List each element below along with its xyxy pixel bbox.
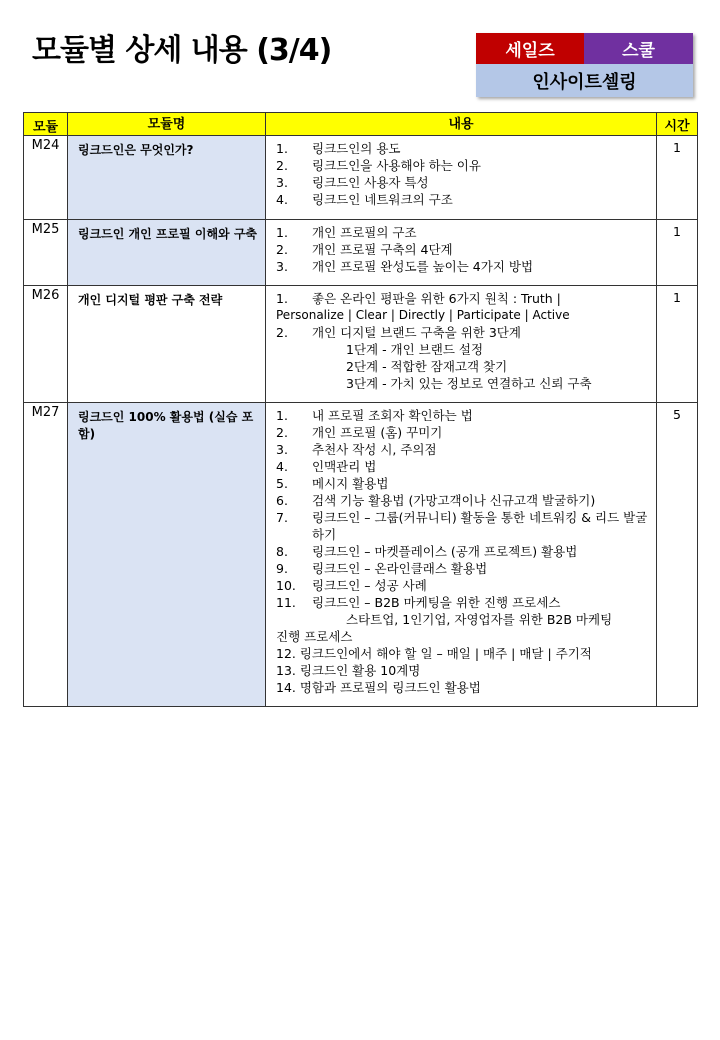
page-title: 모듈별 상세 내용 (3/4) bbox=[32, 33, 332, 68]
list-item-continuation: Personalize | Clear | Directly | Participate | Active bbox=[276, 308, 570, 322]
list-item: 2. 개인 프로필 구축의 4단계 bbox=[276, 242, 453, 257]
list-item: 14. 명함과 프로필의 링크드인 활용법 bbox=[276, 680, 481, 695]
list-item: 11. 링크드인 – B2B 마케팅을 위한 진행 프로세스 bbox=[276, 595, 561, 610]
header-module-name: 모듈명 bbox=[68, 113, 266, 136]
module-content bbox=[266, 220, 657, 286]
table-row bbox=[24, 136, 698, 220]
module-id: M26 bbox=[24, 286, 68, 403]
list-item: 5. 메시지 활용법 bbox=[276, 476, 389, 491]
header-content: 내용 bbox=[266, 113, 657, 136]
list-item: 3. 개인 프로필 완성도를 높이는 4가지 방법 bbox=[276, 259, 534, 274]
list-item: 3. 링크드인 사용자 특성 bbox=[276, 175, 429, 190]
module-hours: 1 bbox=[657, 286, 698, 403]
list-item: 12. 링크드인에서 해야 할 일 – 매일 | 매주 | 매달 | 주기적 bbox=[276, 646, 592, 661]
module-hours: 1 bbox=[657, 220, 698, 286]
module-id: M24 bbox=[24, 136, 68, 220]
module-hours: 1 bbox=[657, 136, 698, 220]
list-item: 4. 링크드인 네트워크의 구조 bbox=[276, 192, 453, 207]
list-item: 8. 링크드인 – 마켓플레이스 (공개 프로젝트) 활용법 bbox=[276, 544, 578, 559]
table-row bbox=[24, 220, 698, 286]
header-module: 모듈 bbox=[24, 113, 68, 136]
list-item: 7. 링크드인 – 그룹(커뮤니티) 활동을 통한 네트워킹 & 리드 발굴하기 bbox=[276, 510, 648, 542]
module-hours: 5 bbox=[657, 403, 698, 707]
module-content bbox=[266, 403, 657, 707]
list-item: 1. 링크드인의 용도 bbox=[276, 141, 401, 156]
badge-school: 스쿨 bbox=[584, 33, 693, 64]
list-item: 10. 링크드인 – 성공 사례 bbox=[276, 578, 427, 593]
sub-item: 스타트업, 1인기업, 자영업자를 위한 B2B 마케팅 bbox=[346, 612, 613, 627]
header-hours: 시간 bbox=[657, 113, 698, 136]
list-item: 1. 내 프로필 조회자 확인하는 법 bbox=[276, 408, 473, 423]
list-item: 2. 개인 디지털 브랜드 구축을 위한 3단계 bbox=[276, 325, 521, 340]
module-name: 링크드인은 무엇인가? bbox=[68, 136, 266, 220]
list-item: 13. 링크드인 활용 10계명 bbox=[276, 663, 421, 678]
list-item: 1. 좋은 온라인 평판을 위한 6가지 원칙 : Truth | bbox=[276, 291, 561, 306]
badge-sales: 세일즈 bbox=[476, 33, 584, 64]
brand-badge bbox=[476, 33, 693, 97]
module-content bbox=[266, 286, 657, 403]
sub-item: 2단계 - 적합한 잠재고객 찾기 bbox=[346, 359, 508, 374]
table-header-row bbox=[24, 113, 698, 136]
list-item: 1. 개인 프로필의 구조 bbox=[276, 225, 417, 240]
sub-item: 1단계 - 개인 브랜드 설정 bbox=[346, 342, 484, 357]
module-content bbox=[266, 136, 657, 220]
list-item: 3. 추천사 작성 시, 주의점 bbox=[276, 442, 437, 457]
module-table bbox=[23, 112, 698, 707]
module-id: M25 bbox=[24, 220, 68, 286]
list-item: 9. 링크드인 – 온라인클래스 활용법 bbox=[276, 561, 488, 576]
table-row bbox=[24, 286, 698, 403]
table-row bbox=[24, 403, 698, 707]
module-name: 링크드인 개인 프로필 이해와 구축 bbox=[68, 220, 266, 286]
module-id: M27 bbox=[24, 403, 68, 707]
module-name: 링크드인 100% 활용법 (실습 포함) bbox=[68, 403, 266, 707]
sub-item-wrap: 진행 프로세스 bbox=[276, 629, 353, 644]
list-item: 6. 검색 기능 활용법 (가망고객이나 신규고객 발굴하기) bbox=[276, 493, 596, 508]
module-name: 개인 디지털 평판 구축 전략 bbox=[68, 286, 266, 403]
list-item: 2. 링크드인을 사용해야 하는 이유 bbox=[276, 158, 481, 173]
list-item: 4. 인맥관리 법 bbox=[276, 459, 377, 474]
badge-insight-selling: 인사이트셀링 bbox=[476, 64, 693, 97]
sub-item: 3단계 - 가치 있는 정보로 연결하고 신뢰 구축 bbox=[346, 376, 592, 391]
list-item: 2. 개인 프로필 (홈) 꾸미기 bbox=[276, 425, 443, 440]
